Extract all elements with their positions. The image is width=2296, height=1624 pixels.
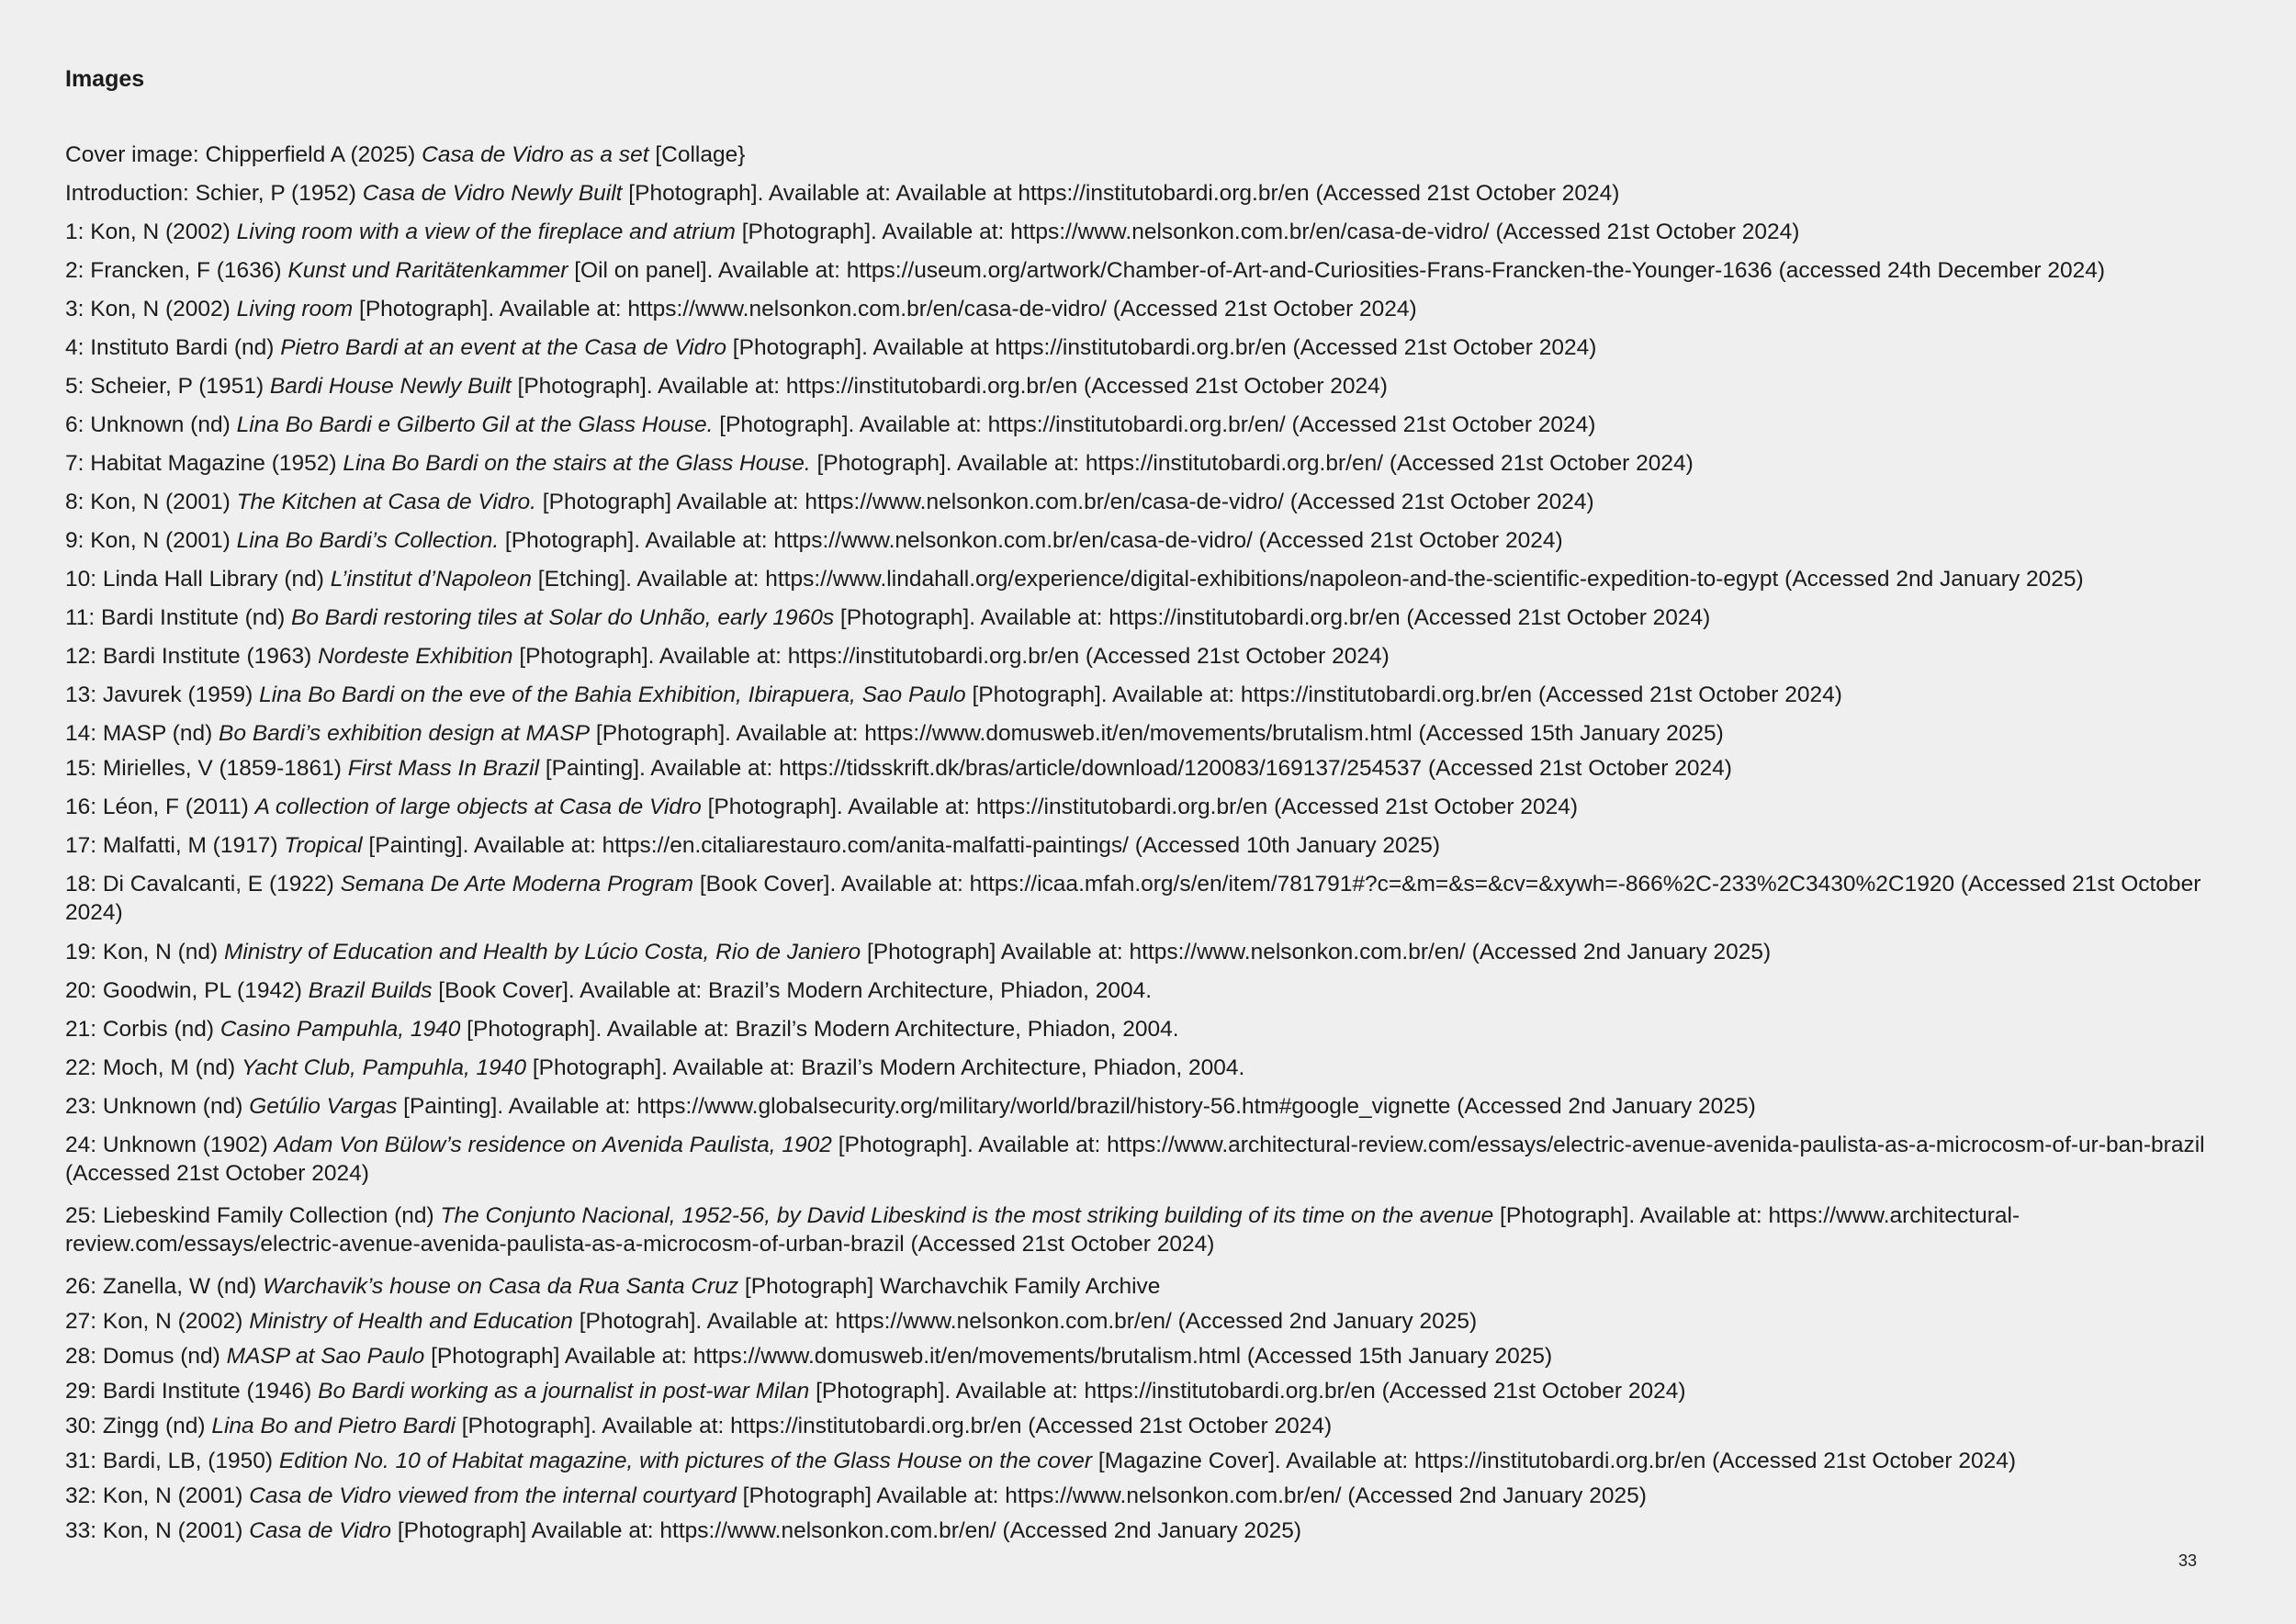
credit-title: Ministry of Education and Health by Lúcio Costa, Rio de Janiero [223, 940, 861, 964]
credit-source: 8: Kon, N (2001) [65, 490, 237, 514]
image-credit-entry [65, 256, 2214, 285]
credit-source: 2: Francken, F (1636) [65, 258, 288, 283]
image-credit-entry [65, 642, 2214, 671]
credit-source: 9: Kon, N (2001) [65, 528, 237, 553]
image-credit-entry [65, 870, 2214, 927]
image-credit-entry [65, 141, 2214, 169]
credit-details: [Photograph]. Available at: https://institutobardi.org.br/en (Accessed 21st October 2024) [512, 644, 1390, 669]
credit-source: 27: Kon, N (2002) [65, 1309, 250, 1334]
credit-source: 4: Instituto Bardi (nd) [65, 335, 281, 360]
credit-title: Getúlio Vargas [249, 1094, 398, 1119]
credit-details: [Photograph]. Available at: Brazil’s Modern Architecture, Phiadon, 2004. [526, 1055, 1245, 1080]
credit-title: MASP at Sao Paulo [226, 1344, 425, 1369]
credit-source: 21: Corbis (nd) [65, 1017, 220, 1042]
credit-source: 3: Kon, N (2002) [65, 297, 237, 321]
credit-source: 29: Bardi Institute (1946) [65, 1379, 319, 1404]
credit-title: Edition No. 10 of Habitat magazine, with pictures of the Glass House on the cover [278, 1449, 1093, 1473]
credit-source: 1: Kon, N (2002) [65, 220, 237, 244]
image-credit-entry [65, 488, 2214, 516]
credit-details: [Photograph] Available at: https://www.nelsonkon.com.br/en/ (Accessed 2nd January 2025) [391, 1518, 1302, 1543]
image-credit-entry [65, 1201, 2214, 1258]
credit-title: Lina Bo Bardi e Gilberto Gil at the Glass House. [236, 412, 714, 437]
credit-title: Bardi House Newly Built [269, 374, 512, 399]
image-credit-entry [65, 1054, 2214, 1082]
credit-title: Tropical [284, 833, 363, 858]
credit-details: [Photograph]. Available at: https://institutobardi.org.br/en (Accessed 21st October 2024) [701, 795, 1579, 819]
credit-title: Living room with a view of the fireplace and atrium [236, 220, 736, 244]
credit-details: [Photograh]. Available at: https://www.nelsonkon.com.br/en/ (Accessed 2nd January 2025) [572, 1309, 1478, 1334]
credit-title: Lina Bo Bardi on the eve of the Bahia Exhibition, Ibirapuera, Sao Paulo [259, 682, 966, 707]
credit-title: First Mass In Brazil [347, 756, 540, 781]
credit-title: Yacht Club, Pampuhla, 1940 [241, 1055, 527, 1080]
credit-title: Bo Bardi restoring tiles at Solar do Unhão, early 1960s [291, 605, 835, 630]
credit-details: [Book Cover]. Available at: Brazil’s Modern Architecture, Phiadon, 2004. [432, 978, 1153, 1003]
credit-details: [Photograph] Available at: https://www.nelsonkon.com.br/en/ (Accessed 2nd January 2025) [861, 940, 1772, 964]
image-credit-entry [65, 719, 2214, 748]
image-credit-entry [65, 1131, 2214, 1188]
image-credit-entry [65, 681, 2214, 709]
credit-source: 12: Bardi Institute (1963) [65, 644, 319, 669]
image-credit-entry [65, 565, 2214, 593]
credit-source: 14: MASP (nd) [65, 721, 219, 746]
credit-title: Casino Pampuhla, 1940 [219, 1017, 461, 1042]
credit-source: 30: Zingg (nd) [65, 1414, 212, 1438]
credit-details: [Photograph]. Available at: https://institutobardi.org.br/en (Accessed 21st October 2024) [455, 1414, 1333, 1438]
image-credit-entry [65, 1342, 2214, 1370]
credit-details: [Photograph] Available at: https://www.nelsonkon.com.br/en/casa-de-vidro/ (Accessed 21st October 2024) [536, 490, 1594, 514]
credit-source: 28: Domus (nd) [65, 1344, 227, 1369]
credit-title: Nordeste Exhibition [318, 644, 513, 669]
credit-source: 6: Unknown (nd) [65, 412, 237, 437]
credit-source: 18: Di Cavalcanti, E (1922) [65, 872, 341, 897]
credit-details: [Photograph]. Available at: https://www.domusweb.it/en/movements/brutalism.html (Accessed 15th January 2025) [590, 721, 1724, 746]
image-credit-entry [65, 449, 2214, 478]
image-credit-entry [65, 333, 2214, 362]
credit-details: [Photograph] Available at: https://www.domusweb.it/en/movements/brutalism.html (Accessed 15th January 2025) [424, 1344, 1553, 1369]
credit-title: L’institut d’Napoleon [330, 567, 532, 592]
image-credit-entry [65, 218, 2214, 246]
credit-title: Casa de Vidro Newly Built [362, 181, 623, 206]
credit-title: Lina Bo Bardi’s Collection. [236, 528, 500, 553]
credit-title: Casa de Vidro [249, 1518, 392, 1543]
credit-title: The Kitchen at Casa de Vidro. [236, 490, 536, 514]
credit-details: [Oil on panel]. Available at: https://useum.org/artwork/Chamber-of-Art-and-Curiosities-Frans-Francken-the-Younger-1636 (accessed 24th December 2024) [568, 258, 2106, 283]
credit-source: 13: Javurek (1959) [65, 682, 260, 707]
credit-source: 23: Unknown (nd) [65, 1094, 250, 1119]
image-credit-entry [65, 1015, 2214, 1043]
credit-details: [Photograph]. Available at: Brazil’s Modern Architecture, Phiadon, 2004. [460, 1017, 1179, 1042]
credit-title: Lina Bo and Pietro Bardi [211, 1414, 456, 1438]
credit-title: The Conjunto Nacional, 1952-56, by David Libeskind is the most striking building of its time on the avenue [440, 1203, 1494, 1228]
credit-details: [Etching]. Available at: https://www.lindahall.org/experience/digital-exhibitions/napoleon-and-the-scientific-expedition-to-egypt (Accessed 2nd January 2025) [532, 567, 2084, 592]
credit-source: 11: Bardi Institute (nd) [65, 605, 292, 630]
image-credit-entry [65, 1447, 2214, 1475]
image-credit-entry [65, 976, 2214, 1005]
credit-title: Warchavik’s house on Casa da Rua Santa Cruz [263, 1274, 739, 1299]
credit-details: [Photograph] Warchavchik Family Archive [738, 1274, 1161, 1299]
credit-details: [Collage} [648, 142, 746, 167]
credit-source: 7: Habitat Magazine (1952) [65, 451, 343, 476]
credit-source: 32: Kon, N (2001) [65, 1483, 250, 1508]
credit-details: [Photograph]. Available at: https://institutobardi.org.br/en (Accessed 21st October 2024) [965, 682, 1842, 707]
credit-source: 17: Malfatti, M (1917) [65, 833, 285, 858]
credit-details: [Photograph]. Available at https://institutobardi.org.br/en (Accessed 21st October 2024) [726, 335, 1597, 360]
credit-details: [Painting]. Available at: https://en.citaliarestauro.com/anita-malfatti-paintings/ (Accessed 10th January 2025) [362, 833, 1441, 858]
credit-source: 20: Goodwin, PL (1942) [65, 978, 309, 1003]
image-credit-entry [65, 372, 2214, 400]
credit-source: 33: Kon, N (2001) [65, 1518, 250, 1543]
credit-title: Lina Bo Bardi on the stairs at the Glass House. [343, 451, 811, 476]
credit-details: [Painting]. Available at: https://tidsskrift.dk/bras/article/download/120083/169137/254537 (Accessed 21st October 2024) [539, 756, 1732, 781]
credit-source: 26: Zanella, W (nd) [65, 1274, 264, 1299]
image-credit-entry [65, 793, 2214, 821]
credit-source: 25: Liebeskind Family Collection (nd) [65, 1203, 441, 1228]
credit-title: Semana De Arte Moderna Program [340, 872, 694, 897]
credit-details: [Photograph]. Available at: Available at https://institutobardi.org.br/en (Accessed 21st October 2024) [622, 181, 1620, 206]
credit-source: 24: Unknown (1902) [65, 1133, 275, 1157]
image-credit-entry [65, 1377, 2214, 1405]
credit-title: Pietro Bardi at an event at the Casa de Vidro [280, 335, 726, 360]
image-credit-entry [65, 1092, 2214, 1121]
credit-title: Kunst und Raritätenkammer [287, 258, 568, 283]
credit-details: [Magazine Cover]. Available at: https://institutobardi.org.br/en (Accessed 21st October 2024) [1092, 1449, 2017, 1473]
credit-title: Bo Bardi working as a journalist in post-war Milan [318, 1379, 810, 1404]
image-credit-entry [65, 603, 2214, 632]
credit-title: Brazil Builds [308, 978, 433, 1003]
credit-source: 16: Léon, F (2011) [65, 795, 255, 819]
credit-details: [Photograph]. Available at: https://institutobardi.org.br/en (Accessed 21st October 2024) [511, 374, 1388, 399]
image-credit-entry [65, 526, 2214, 555]
image-credit-entry [65, 295, 2214, 323]
credit-details: [Photograph]. Available at: https://www.architectural-review.com/essays/electric-avenue-avenida-paulista-as-a-microcosm-of-ur-ban-brazil (Accessed 21st October 2024) [65, 1133, 2205, 1186]
credit-details: [Photograph]. Available at: https://www.architectural-review.com/essays/electric-avenue-avenida-paulista-as-a-microcosm-of-urban-brazil (Accessed 21st October 2024) [65, 1203, 2020, 1257]
credit-source: 22: Moch, M (nd) [65, 1055, 242, 1080]
image-credit-entry [65, 831, 2214, 860]
credit-details: [Photograph]. Available at: https://institutobardi.org.br/en/ (Accessed 21st October 2024) [810, 451, 1694, 476]
image-credit-entry [65, 1272, 2214, 1301]
image-credit-entry [65, 754, 2214, 783]
section-heading: Images [65, 66, 145, 92]
credit-source: 5: Scheier, P (1951) [65, 374, 270, 399]
page-number: 33 [2178, 1551, 2198, 1570]
credit-details: [Photograph]. Available at: https://institutobardi.org.br/en (Accessed 21st October 2024) [809, 1379, 1686, 1404]
credit-details: [Photograph]. Available at: https://www.nelsonkon.com.br/en/casa-de-vidro/ (Accessed 21st October 2024) [353, 297, 1417, 321]
credit-details: [Photograph]. Available at: https://www.nelsonkon.com.br/en/casa-de-vidro/ (Accessed 21st October 2024) [735, 220, 1800, 244]
image-credit-entry [65, 179, 2214, 208]
credit-title: Bo Bardi’s exhibition design at MASP [219, 721, 591, 746]
image-credit-entry [65, 1482, 2214, 1510]
credit-details: [Photograph]. Available at: https://institutobardi.org.br/en (Accessed 21st October 2024) [834, 605, 1711, 630]
credit-title: Casa de Vidro viewed from the internal courtyard [249, 1483, 737, 1508]
credit-source: 15: Mirielles, V (1859-1861) [65, 756, 348, 781]
image-credit-entry [65, 938, 2214, 966]
image-credit-entry [65, 1412, 2214, 1440]
credit-title: Living room [236, 297, 354, 321]
credit-details: [Painting]. Available at: https://www.globalsecurity.org/military/world/brazil/history-56.htm#google_vignette (Accessed 2nd January 2025) [397, 1094, 1756, 1119]
credit-details: [Book Cover]. Available at: https://icaa.mfah.org/s/en/item/781791#?c=&m=&s=&cv=&xywh=-866%2C-233%2C3430%2C1920 (Accessed 21st October 2024) [65, 872, 2201, 925]
image-credit-entry [65, 1307, 2214, 1336]
credit-title: Ministry of Health and Education [249, 1309, 573, 1334]
credit-details: [Photograph]. Available at: https://www.nelsonkon.com.br/en/casa-de-vidro/ (Accessed 21st October 2024) [499, 528, 1563, 553]
image-credit-entry [65, 411, 2214, 439]
credit-details: [Photograph] Available at: https://www.nelsonkon.com.br/en/ (Accessed 2nd January 2025) [736, 1483, 1647, 1508]
credit-details: [Photograph]. Available at: https://institutobardi.org.br/en/ (Accessed 21st October 2024) [713, 412, 1596, 437]
credit-source: 19: Kon, N (nd) [65, 940, 224, 964]
credit-source: Cover image: Chipperfield A (2025) [65, 142, 422, 167]
image-credit-entry [65, 1517, 2214, 1545]
credit-source: Introduction: Schier, P (1952) [65, 181, 363, 206]
credit-source: 10: Linda Hall Library (nd) [65, 567, 331, 592]
credit-title: Adam Von Bülow’s residence on Avenida Paulista, 1902 [274, 1133, 832, 1157]
credit-source: 31: Bardi, LB, (1950) [65, 1449, 279, 1473]
credit-title: A collection of large objects at Casa de Vidro [254, 795, 702, 819]
credit-title: Casa de Vidro as a set [422, 142, 649, 167]
